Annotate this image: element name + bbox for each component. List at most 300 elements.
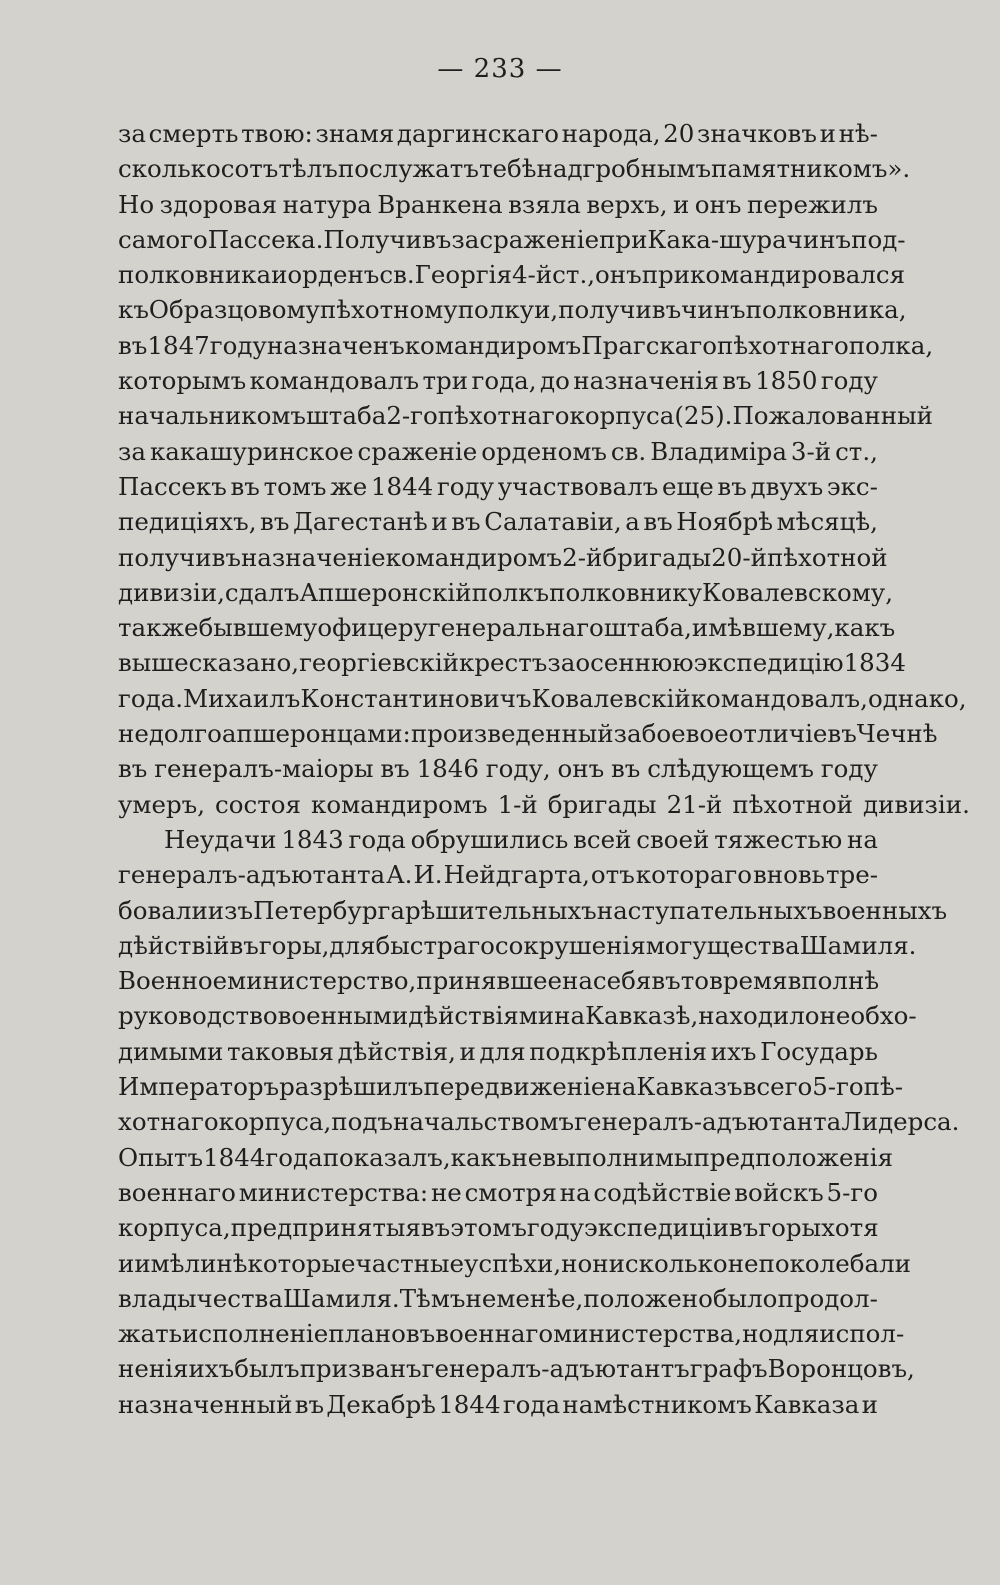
text-word: графъ — [689, 1354, 768, 1384]
text-word: дѣйствіями — [408, 1001, 555, 1031]
text-line — [118, 328, 934, 363]
text-word: году — [209, 330, 267, 360]
text-word: сраженіе — [357, 436, 478, 466]
text-word: какъ — [834, 613, 896, 643]
text-line — [118, 1316, 905, 1351]
text-word: министерство, — [227, 966, 417, 996]
text-word: отличіе — [728, 719, 828, 749]
text-word: Шамиля. — [282, 1283, 400, 1313]
text-word: Пассекъ — [118, 471, 227, 501]
text-word: прикомандировался — [641, 260, 906, 290]
text-word: горы — [758, 1213, 822, 1243]
text-word: полковнику — [549, 577, 702, 607]
text-word: года. — [118, 683, 184, 713]
text-word: Апшеронскій — [299, 577, 472, 607]
text-word: ст., — [552, 260, 596, 290]
text-word: Лидерса. — [841, 1107, 960, 1137]
text-word: Салатавіи, — [484, 507, 622, 537]
text-word: Георгія — [414, 260, 512, 290]
text-word: за — [118, 436, 146, 466]
text-word: для — [329, 930, 376, 960]
text-word: Пожалованный — [732, 401, 933, 431]
text-word: послужатъ — [337, 154, 479, 184]
text-line — [118, 1387, 878, 1422]
text-word: 1850 — [755, 366, 818, 396]
text-word: также — [118, 613, 199, 643]
text-word: полковника, — [745, 295, 907, 325]
text-word: въ — [118, 330, 148, 360]
text-word: под- — [851, 224, 906, 254]
text-word: плановъ — [328, 1319, 436, 1349]
text-word: военнаго — [118, 1177, 236, 1207]
text-word: военными — [277, 1001, 409, 1031]
text-word: Чечнѣ — [856, 719, 938, 749]
text-line — [118, 1140, 894, 1175]
text-word: котораго — [635, 860, 753, 890]
text-word: надгробнымъ — [536, 154, 712, 184]
text-line — [118, 998, 917, 1033]
text-word: получивъ — [118, 542, 241, 572]
text-word: онъ — [694, 189, 742, 219]
text-word: 1844 — [370, 471, 434, 501]
text-word: для — [773, 1319, 820, 1349]
text-word: въ — [420, 1213, 451, 1243]
text-word: знамя — [315, 119, 395, 148]
text-word: Дагестанѣ — [292, 507, 428, 537]
text-word: смерть — [148, 119, 239, 148]
text-word: году — [820, 754, 878, 784]
text-word: сказано, — [188, 648, 300, 678]
text-word: генералъ-адъютанта — [574, 1107, 842, 1137]
text-word: даргинскаго — [396, 119, 560, 148]
text-word: и — [271, 260, 288, 290]
text-word: корпуса — [569, 401, 675, 431]
text-word: взяла — [508, 189, 581, 219]
text-word: въ — [230, 471, 260, 501]
text-word: (25). — [674, 401, 733, 431]
text-word: Тѣмъ — [399, 1283, 466, 1313]
text-word: какашуринское — [149, 436, 354, 466]
text-word: Константиновичъ — [300, 683, 532, 713]
text-word: и — [431, 507, 448, 537]
text-word: штаба, — [603, 613, 692, 643]
text-line — [118, 292, 907, 327]
text-line — [118, 787, 970, 822]
text-word: пѣ- — [863, 1072, 904, 1102]
text-line — [118, 257, 906, 292]
text-word: экспедиціи — [584, 1213, 729, 1243]
text-line — [118, 1351, 915, 1386]
text-word: значковъ — [696, 119, 817, 148]
text-word: ненія — [118, 1354, 189, 1384]
text-word: полку — [457, 295, 535, 325]
text-word: призванъ — [299, 1354, 422, 1384]
text-word: руководство — [118, 1001, 278, 1031]
text-word: и — [459, 1036, 476, 1066]
text-word: выше — [118, 648, 189, 678]
text-word: командиромъ — [404, 330, 582, 360]
text-word: чинъ — [681, 295, 746, 325]
text-word: Опытъ — [118, 1142, 204, 1172]
text-word: начальникомъ — [118, 401, 307, 431]
text-word: всей — [573, 824, 632, 854]
text-word: и — [672, 189, 690, 219]
text-word: этомъ — [450, 1213, 527, 1243]
text-line — [118, 187, 878, 222]
text-word: 1-й — [497, 789, 538, 819]
text-line — [118, 1175, 878, 1210]
text-word: на — [561, 966, 593, 996]
text-word: назначеніе — [240, 542, 386, 572]
text-word: содѣйствіе — [593, 1177, 732, 1207]
text-line — [118, 398, 933, 433]
text-word: бригады — [602, 542, 712, 572]
text-word: за — [118, 119, 146, 148]
text-word: въ — [294, 1389, 325, 1419]
text-word: за — [451, 224, 480, 254]
text-word: тебѣ — [478, 154, 537, 184]
text-word: Ноябрѣ — [676, 507, 774, 537]
text-word: корпуса, — [218, 1107, 332, 1137]
text-word: Ковалевскому, — [702, 577, 894, 607]
text-word: и — [819, 119, 836, 148]
text-word: обрушились — [410, 824, 569, 854]
text-word: отъ — [590, 860, 635, 890]
text-line — [118, 540, 888, 575]
text-word: Образцовому — [148, 295, 320, 325]
text-word: чинъ — [786, 224, 852, 254]
text-word: генералъ-адъютанта — [118, 860, 386, 890]
text-line — [118, 751, 878, 786]
text-word: сотъ — [220, 154, 279, 184]
text-word: въ — [643, 507, 673, 537]
text-word: св. — [379, 260, 415, 290]
text-word: пѣхотнаго — [717, 330, 849, 360]
text-word: Но — [118, 189, 155, 219]
text-word: тре- — [825, 860, 878, 890]
text-word: было — [712, 1283, 778, 1313]
text-word: году — [526, 1213, 584, 1243]
text-word: предположенія — [693, 1142, 894, 1172]
text-word: Военное — [118, 966, 228, 996]
text-word: необхо- — [819, 1001, 917, 1031]
text-word: 20 — [663, 119, 695, 148]
text-word: 1846 — [416, 754, 479, 784]
text-line — [118, 222, 906, 257]
text-word: сраженіе — [479, 224, 600, 254]
text-word: Неудачи — [164, 824, 277, 854]
text-word: умеръ, — [118, 789, 206, 819]
text-word: принявшее — [416, 966, 562, 996]
text-word: же — [330, 471, 368, 501]
text-word: вполнѣ — [787, 966, 880, 996]
text-word: себя — [592, 966, 652, 996]
text-word: жать — [118, 1319, 183, 1349]
text-word: А. — [386, 860, 413, 890]
text-word: хотя — [821, 1213, 879, 1243]
text-word: 1844 — [438, 1389, 501, 1419]
text-word: частные — [355, 1248, 464, 1278]
text-word: Владиміра — [650, 436, 787, 466]
text-word: но — [561, 1248, 593, 1278]
text-word: на — [554, 1001, 586, 1031]
text-line — [118, 822, 878, 857]
text-word: нисколько — [592, 1248, 728, 1278]
text-word: въ — [380, 754, 410, 784]
text-word: въ — [610, 754, 641, 784]
text-word: произведенный — [410, 719, 614, 749]
text-word: Воронцовъ, — [767, 1354, 915, 1384]
text-word: дивизіи. — [863, 789, 970, 819]
text-word: 1844 — [203, 1142, 266, 1172]
text-word: могущества — [645, 930, 800, 960]
text-word: слѣдующемъ — [647, 754, 815, 784]
text-word: въ — [722, 366, 752, 396]
text-word: боевое — [641, 719, 729, 749]
text-line — [118, 645, 906, 680]
text-word: онъ — [595, 260, 642, 290]
text-line — [118, 1281, 878, 1316]
text-word: всего — [742, 1072, 813, 1102]
text-line — [118, 469, 878, 504]
text-word: показалъ, — [322, 1142, 451, 1172]
text-word: владычества — [118, 1283, 283, 1313]
text-word: однако, — [867, 683, 967, 713]
text-line — [118, 151, 911, 186]
page-number: — 233 — — [437, 54, 563, 84]
text-word: томъ — [263, 471, 327, 501]
text-line — [118, 681, 967, 716]
text-word: народа, — [561, 119, 661, 148]
text-line — [118, 893, 948, 928]
text-word: Кака-шура — [647, 224, 787, 254]
text-word: въ — [451, 507, 481, 537]
text-word: натура — [282, 189, 372, 219]
text-line — [118, 575, 894, 610]
text-word: нѣ- — [838, 119, 878, 148]
text-word: за — [547, 648, 576, 678]
text-word: георгіевскій — [299, 648, 459, 678]
text-word: разрѣшилъ — [279, 1072, 424, 1102]
text-line — [118, 1246, 911, 1281]
text-word: мѣсяцѣ, — [776, 507, 878, 537]
text-word: назначенный — [118, 1389, 293, 1419]
text-word: ихъ — [710, 1036, 757, 1066]
text-word: испол- — [819, 1319, 905, 1349]
text-word: смотря — [464, 1177, 557, 1207]
text-line — [118, 504, 878, 539]
text-word: исполненіе — [182, 1319, 329, 1349]
text-word: горы, — [258, 930, 330, 960]
text-word: 3-й — [790, 436, 832, 466]
text-word: наступательныхъ — [596, 895, 823, 925]
text-word: и — [118, 1248, 135, 1278]
text-word: орденомъ — [481, 436, 607, 466]
body-text — [118, 116, 970, 1422]
text-word: онъ — [557, 754, 605, 784]
text-word: но — [742, 1319, 774, 1349]
text-word: поколебали — [758, 1248, 911, 1278]
text-word: участвовалъ — [497, 471, 659, 501]
text-word: войскъ — [734, 1177, 824, 1207]
text-word: Шамиля. — [799, 930, 917, 960]
text-word: осеннюю — [575, 648, 694, 678]
text-word: таковыя — [226, 1036, 334, 1066]
text-word: имѣли — [134, 1248, 217, 1278]
text-word: крестъ — [459, 648, 548, 678]
text-word: году, — [485, 754, 551, 784]
text-word: 2-го — [386, 401, 438, 431]
text-word: въ — [229, 930, 259, 960]
text-word: тяжестью — [714, 824, 843, 854]
text-word: на — [847, 824, 878, 854]
text-line — [118, 928, 917, 963]
text-word: году — [820, 366, 878, 396]
text-word: командиромъ — [311, 789, 488, 819]
text-line — [118, 1210, 878, 1245]
text-word: корпуса, — [118, 1213, 231, 1243]
text-word: своей — [636, 824, 710, 854]
text-word: до — [540, 366, 570, 396]
text-word: Получивъ — [323, 224, 452, 254]
text-word: апшеронцами: — [221, 719, 411, 749]
text-line — [118, 363, 878, 398]
text-word: бовали — [118, 895, 208, 925]
text-word: 1834 — [843, 648, 906, 678]
text-word: года — [502, 1389, 561, 1419]
text-word: въ — [728, 1213, 759, 1243]
text-word: самого — [118, 224, 208, 254]
text-line — [118, 610, 896, 645]
text-word: дивизіи, — [118, 577, 225, 607]
text-word: 5-го — [812, 1072, 864, 1102]
text-word: ихъ — [188, 1354, 235, 1384]
text-word: 1847 — [147, 330, 210, 360]
text-word: невыполнимы — [511, 1142, 694, 1172]
text-word: двухъ — [750, 471, 824, 501]
text-word: за — [613, 719, 642, 749]
text-line — [118, 1069, 904, 1104]
text-word: года — [348, 824, 406, 854]
text-word: подъ — [331, 1107, 394, 1137]
text-word: назначенія — [573, 366, 719, 396]
text-word: находило — [698, 1001, 820, 1031]
text-word: которымъ — [118, 366, 247, 396]
text-word: министерства, — [553, 1319, 743, 1349]
text-word: экс- — [826, 471, 878, 501]
text-word: бригады — [547, 789, 657, 819]
text-word: Декабрѣ — [326, 1389, 436, 1419]
text-word: полкъ — [471, 577, 550, 607]
text-word: не — [727, 1248, 759, 1278]
text-line — [118, 716, 938, 751]
text-word: дѣйствій — [118, 930, 230, 960]
text-word: димыми — [118, 1036, 224, 1066]
text-word: быстраго — [375, 930, 495, 960]
text-word: сокрушенія — [494, 930, 646, 960]
text-word: а — [625, 507, 640, 537]
text-word: въ — [260, 507, 290, 537]
text-word: въ — [827, 719, 857, 749]
text-word: какъ — [450, 1142, 512, 1172]
text-word: Нейдгарта, — [443, 860, 590, 890]
text-word: назначенъ — [266, 330, 405, 360]
text-word: предпринятыя — [230, 1213, 421, 1243]
text-word: Ковалевскій — [531, 683, 691, 713]
text-word: недолго — [118, 719, 222, 749]
text-word: пѣхотной — [766, 542, 888, 572]
text-word: на — [605, 1072, 637, 1102]
text-word: военныхъ — [822, 895, 948, 925]
text-word: намѣстникомъ — [562, 1389, 752, 1419]
text-word: тѣлъ — [278, 154, 338, 184]
text-word: состоя — [215, 789, 301, 819]
text-word: къ — [118, 295, 149, 325]
text-word: Михаилъ — [183, 683, 301, 713]
text-word: полка, — [848, 330, 934, 360]
text-word: вновь — [752, 860, 825, 890]
text-word: пѣхотной — [732, 789, 853, 819]
text-word: Прагскаго — [581, 330, 717, 360]
text-word: 1843 — [281, 824, 344, 854]
text-word: имѣвшему, — [691, 613, 835, 643]
text-word: не — [465, 1283, 497, 1313]
text-word: три — [422, 366, 469, 396]
text-line — [118, 116, 878, 151]
text-word: для — [479, 1036, 526, 1066]
text-word: при — [599, 224, 648, 254]
text-word: Кавказа — [754, 1389, 860, 1419]
text-word: года — [265, 1142, 323, 1172]
text-word: менѣе, — [496, 1283, 584, 1313]
text-word: сколько — [118, 154, 221, 184]
text-word: полковника — [118, 260, 272, 290]
text-word: не — [430, 1177, 462, 1207]
text-word: Вранкена — [377, 189, 503, 219]
text-word: И. — [413, 860, 443, 890]
text-word: бывшему — [198, 613, 318, 643]
text-word: Пассека. — [207, 224, 324, 254]
text-word: генералъ-адъютантъ — [421, 1354, 690, 1384]
text-word: рѣшительныхъ — [404, 895, 597, 925]
text-line — [118, 963, 878, 998]
text-word: Кавказѣ, — [585, 1001, 699, 1031]
text-word: то — [680, 966, 710, 996]
text-word: Императоръ — [118, 1072, 280, 1102]
text-word: еще — [661, 471, 714, 501]
text-word: генеральнаго — [427, 613, 604, 643]
text-word: года, — [471, 366, 537, 396]
text-word: въ — [717, 471, 747, 501]
text-word: 20-й — [711, 542, 767, 572]
text-line — [118, 1034, 878, 1069]
text-word: офицеру — [317, 613, 428, 643]
text-word: дѣйствія, — [337, 1036, 456, 1066]
text-word: министерства: — [238, 1177, 429, 1207]
text-word: и — [861, 1389, 878, 1419]
text-word: и, — [534, 295, 559, 325]
text-word: 2-й — [562, 542, 603, 572]
text-word: военнаго — [435, 1319, 554, 1349]
text-word: экспедицію — [693, 648, 844, 678]
text-word: изъ — [207, 895, 254, 925]
text-word: орденъ — [287, 260, 380, 290]
text-line — [118, 857, 878, 892]
text-word: подкрѣпленія — [529, 1036, 708, 1066]
text-word: штаба — [306, 401, 387, 431]
text-word: верхъ, — [586, 189, 668, 219]
text-word: педиціяхъ, — [118, 507, 257, 537]
